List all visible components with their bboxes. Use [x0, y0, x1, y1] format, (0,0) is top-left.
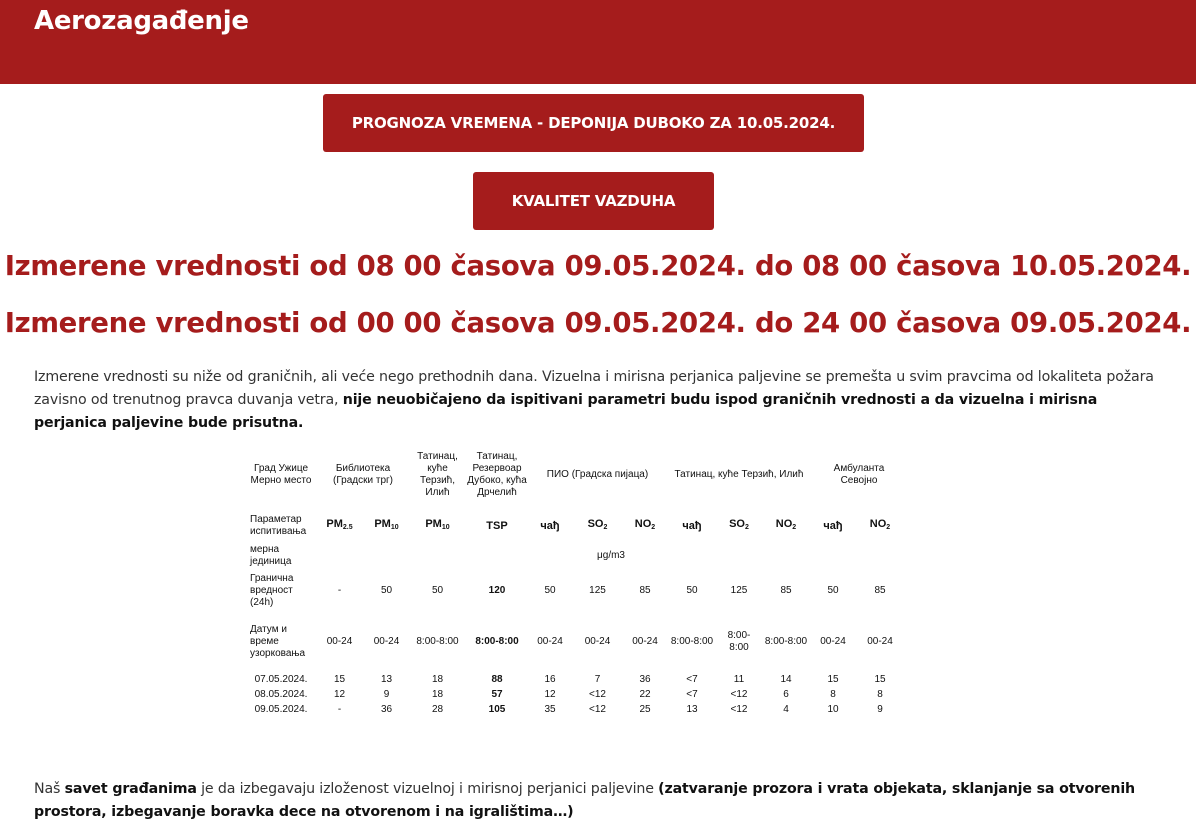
limit-cell: - — [337, 585, 342, 596]
limit-cell: 50 — [544, 585, 556, 596]
table-cell: 12 — [544, 688, 556, 700]
table-cell: 22 — [639, 688, 651, 700]
param-pm10: $PM_{10}$ — [425, 518, 450, 531]
param-soot: чађ — [682, 520, 702, 532]
row-date: 07.05.2024. — [254, 673, 308, 685]
table-cell: <7 — [686, 688, 698, 700]
param-row — [246, 510, 906, 542]
sampling-cell: 00-24 — [537, 636, 563, 647]
sampling-cell: 00-24 — [632, 636, 658, 647]
limit-cell: 50 — [380, 585, 393, 596]
unit-label: мерна јединица — [250, 544, 292, 567]
limit-cell: 85 — [639, 585, 651, 596]
advice-text-2: je da izbegavaju izloženost vizuelnoj i mirisnoj perjanici paljevine — [196, 781, 659, 797]
table-cell: 13 — [686, 703, 698, 715]
limit-cell: 125 — [730, 585, 748, 596]
air-quality-button[interactable]: KVALITET VAZDUHA — [473, 172, 714, 230]
table-cell: 16 — [544, 673, 556, 685]
table-cell: 15 — [333, 673, 346, 685]
sampling-cell: 8:00-8:00 — [475, 636, 519, 647]
table-row — [246, 687, 906, 702]
param-tsp: TSP — [486, 520, 508, 532]
limit-cell: 125 — [589, 585, 606, 596]
sampling-cell: 00-24 — [867, 636, 893, 647]
advice-paragraph — [34, 778, 1164, 824]
table-cell: - — [337, 703, 342, 715]
table-cell: 25 — [639, 703, 651, 715]
table-cell: 9 — [877, 703, 883, 715]
limit-cell: 85 — [780, 585, 792, 596]
table-cell: 36 — [380, 703, 393, 715]
param-so2: $SO_2$ — [587, 518, 608, 531]
location-tatinac-houses-2: Татинац, куће Терзић, Илић — [674, 469, 804, 480]
table-cell: 9 — [383, 688, 390, 700]
location-row — [246, 440, 906, 510]
param-no2: $NO_2$ — [775, 518, 797, 531]
table-cell: 13 — [380, 673, 393, 685]
table-cell: 105 — [488, 703, 506, 715]
sampling-cell: 00-24 — [820, 636, 846, 647]
sampling-row — [246, 612, 906, 672]
sampling-cell: 8:00-8:00 — [670, 636, 714, 647]
location-sevojno: Амбуланта Севојно — [833, 463, 885, 486]
table-cell: 10 — [827, 703, 839, 715]
param-label: Параметар испитивања — [250, 514, 307, 537]
param-so2: $SO_2$ — [729, 518, 749, 531]
table-cell: <12 — [730, 703, 748, 715]
row-date: 08.05.2024. — [254, 688, 308, 700]
location-tatinac-houses: Татинац, куће Терзић, Илић — [417, 451, 458, 498]
table-cell: <12 — [589, 688, 606, 700]
unit-row — [246, 542, 906, 570]
table-cell: <12 — [589, 703, 606, 715]
table-cell: 28 — [431, 703, 444, 715]
row-date: 09.05.2024. — [254, 703, 308, 715]
advice-bold-1: savet građanima — [64, 781, 197, 797]
param-soot: чађ — [823, 520, 843, 532]
table-cell: 8 — [877, 688, 883, 700]
table-cell: 35 — [544, 703, 556, 715]
table-cell: 12 — [333, 688, 346, 700]
location-library: Библиотека (Градски трг) — [333, 463, 393, 486]
measurement-heading-1: Izmerene vrednosti od 08 00 časova 09.05.2024. do 08 00 časova 10.05.2024. — [4, 250, 1192, 282]
table-cell: 6 — [783, 688, 789, 700]
limit-cell: 50 — [827, 585, 839, 596]
param-pm10: $PM_{10}$ — [374, 518, 399, 531]
table-cell: 18 — [431, 688, 444, 700]
limit-cell: 50 — [431, 585, 444, 596]
measurements-table — [246, 440, 906, 717]
param-soot: чађ — [540, 520, 560, 532]
table-cell: 8 — [830, 688, 836, 700]
limit-label: Гранична вредност (24h) — [250, 573, 294, 608]
table-row — [246, 702, 906, 717]
sampling-cell: 8:00-8:00 — [727, 630, 751, 653]
advice-bold-2: (zatvaranje prozora i vrata objekata, sklanjanje sa otvorenih prostora, izbegavanje boravka dece na otvorenom i na igralištima…) — [34, 781, 1135, 820]
table-cell: 4 — [783, 703, 789, 715]
table-cell: 88 — [491, 673, 503, 685]
sampling-cell: 00-24 — [373, 636, 400, 647]
sampling-cell: 00-24 — [326, 636, 353, 647]
table-cell: 11 — [733, 673, 745, 685]
forecast-button[interactable]: PROGNOZA VREMENA - DEPONIJA DUBOKO ZA 10.05.2024. — [323, 94, 864, 152]
table-cell: 15 — [827, 673, 839, 685]
sampling-cell: 00-24 — [584, 636, 611, 647]
table-cell: 14 — [780, 673, 792, 685]
intro-paragraph — [34, 366, 1164, 435]
unit-value: μg/m3 — [597, 550, 625, 561]
sampling-label: Датум и време узорковања — [250, 624, 306, 659]
limit-cell: 120 — [488, 585, 506, 596]
table-cell: 36 — [639, 673, 651, 685]
sampling-cell: 8:00-8:00 — [416, 636, 459, 647]
limit-cell: 85 — [874, 585, 886, 596]
intro-bold-text: nije neuobičajeno da ispitivani parametri budu ispod graničnih vrednosti a da vizuelna i mirisna perjanica paljevine bude prisutna. — [34, 392, 1098, 431]
param-no2: $NO_2$ — [634, 518, 656, 531]
location-header-label: Град Ужице Мерно место — [250, 463, 312, 486]
advice-text-1: Naš — [34, 781, 65, 797]
param-pm25: $PM_{2.5}$ — [326, 518, 353, 531]
site-header — [0, 0, 1196, 84]
limit-row — [246, 570, 906, 612]
location-pio: ПИО (Градска пијаца) — [546, 469, 649, 480]
table-cell: <7 — [686, 673, 698, 685]
table-cell: <12 — [730, 688, 748, 700]
limit-cell: 50 — [686, 585, 698, 596]
location-tatinac-reservoir: Татинац, Резервоар Дубоко, кућа Дрчелић — [467, 451, 527, 498]
table-cell: 15 — [874, 673, 886, 685]
table-cell: 18 — [431, 673, 444, 685]
intro-text: Izmerene vrednosti su niže od graničnih, ali veće nego prethodnih dana. Vizuelna i mirisna perjanica paljevine se premešta u svim pravcima od lokaliteta požara zavisno od trenutnog pravca duvanja vetra, — [34, 369, 1154, 408]
table-cell: 7 — [594, 673, 601, 685]
measurement-heading-2: Izmerene vrednosti od 00 00 časova 09.05.2024. do 24 00 časova 09.05.2024. — [4, 307, 1192, 339]
param-no2: $NO_2$ — [869, 518, 891, 531]
table-cell: 57 — [491, 688, 503, 700]
table-row — [246, 672, 906, 687]
page-title: Aerozagađenje — [34, 6, 249, 36]
sampling-cell: 8:00-8:00 — [764, 636, 808, 647]
